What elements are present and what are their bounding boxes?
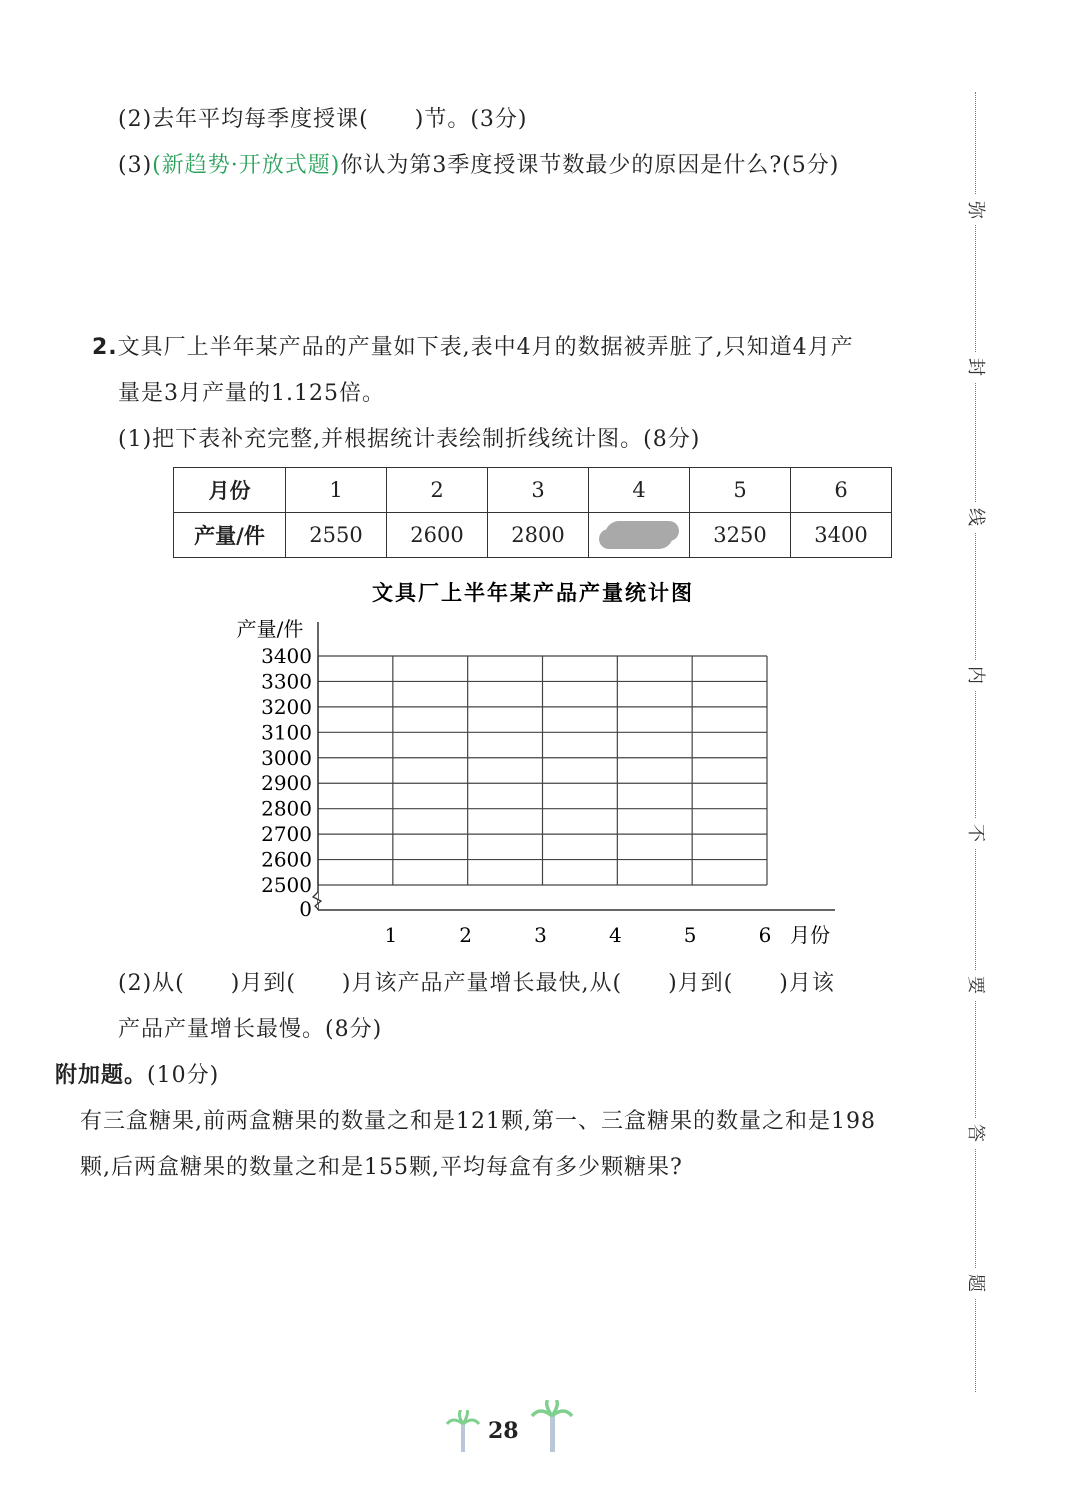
- row-label-month: 月份: [174, 468, 286, 513]
- month-cell: 6: [791, 468, 892, 513]
- margin-char: 线: [960, 502, 990, 532]
- q1-part2: (2)去年平均每季度授课( )节。(3分): [118, 107, 528, 132]
- x-tick-label: 5: [683, 923, 697, 947]
- margin-char: 答: [960, 1118, 990, 1148]
- q1-part3: [118, 148, 839, 179]
- axis-break-mark: [313, 892, 321, 909]
- binding-line: [975, 92, 976, 1392]
- q1-part3-tag: (新趋势·开放式题): [152, 153, 341, 178]
- x-tick-label: 4: [608, 923, 622, 947]
- margin-char: 内: [960, 660, 990, 690]
- y-tick-label: 3400: [261, 644, 312, 668]
- y-tick-label: 3300: [261, 669, 312, 694]
- month-cell: 4: [589, 468, 690, 513]
- x-tick-label: 6: [758, 923, 772, 947]
- margin-char: 封: [960, 352, 990, 382]
- margin-char: 弥: [960, 195, 990, 225]
- month-cell: 2: [387, 468, 488, 513]
- q2-number: 2.: [92, 335, 118, 360]
- q1-part3-prefix: (3): [118, 153, 153, 178]
- y-axis-label: 产量/件: [236, 617, 304, 641]
- y-tick-label: 2900: [261, 771, 312, 796]
- q2-line1-text: 文具厂上半年某产品的产量如下表,表中4月的数据被弄脏了,只知道4月产: [117, 335, 854, 360]
- month-cell: 3: [488, 468, 589, 513]
- smudged-cell[interactable]: [589, 513, 690, 558]
- palm-tree-icon: [530, 1400, 574, 1454]
- table-row-output: [174, 513, 892, 558]
- palm-tree-icon: [445, 1410, 481, 1454]
- value-cell: 3400: [791, 513, 892, 558]
- smudge-blot: [605, 521, 673, 549]
- chart-title: 文具厂上半年某产品产量统计图: [372, 580, 694, 605]
- page-number: 28: [488, 1418, 519, 1444]
- margin-char: 不: [960, 818, 990, 848]
- q1-part3-text: 你认为第3季度授课节数最少的原因是什么?(5分): [340, 153, 840, 178]
- x-tick-label: 2: [459, 923, 473, 947]
- month-cell: 1: [286, 468, 387, 513]
- q2-stem-line2: 量是3月产量的1.125倍。: [118, 381, 385, 406]
- page-footer: [440, 1400, 590, 1460]
- y-tick-label: 2600: [261, 847, 312, 872]
- bonus-line2: 颗,后两盒糖果的数量之和是155颗,平均每盒有多少颗糖果?: [80, 1155, 683, 1180]
- value-cell: 2550: [286, 513, 387, 558]
- value-cell: 2800: [488, 513, 589, 558]
- y-tick-label: 3100: [261, 720, 312, 745]
- q2-stem-line1: [92, 330, 854, 361]
- y-tick-label: 2700: [261, 822, 312, 847]
- x-tick-label: 3: [534, 923, 547, 947]
- value-cell: 2600: [387, 513, 488, 558]
- margin-char: 要: [960, 970, 990, 1000]
- q2-part2-line1: (2)从( )月到( )月该产品产量增长最快,从( )月到( )月该: [118, 971, 835, 996]
- y-tick-label: 3000: [261, 745, 312, 770]
- line-chart[interactable]: [0, 570, 1080, 970]
- y-tick-label: 0: [299, 897, 312, 921]
- y-tick-label: 3200: [261, 694, 312, 719]
- q2-part1: (1)把下表补充完整,并根据统计表绘制折线统计图。(8分): [118, 427, 701, 452]
- q2-part2-line2: 产品产量增长最慢。(8分): [118, 1017, 383, 1042]
- y-tick-label: 2800: [261, 796, 312, 821]
- row-label-output: 产量/件: [174, 513, 286, 558]
- bonus-title: 附加题。: [55, 1063, 148, 1088]
- margin-char: 题: [960, 1268, 990, 1298]
- x-tick-label: 1: [384, 923, 398, 947]
- production-table: [173, 467, 892, 558]
- bonus-points: (10分): [147, 1063, 220, 1088]
- y-tick-label: 2500: [261, 873, 312, 897]
- value-cell: 3250: [690, 513, 791, 558]
- x-axis-label: 月份: [790, 923, 830, 947]
- month-cell: 5: [690, 468, 791, 513]
- bonus-heading: [55, 1058, 219, 1089]
- bonus-line1: 有三盒糖果,前两盒糖果的数量之和是121颗,第一、三盒糖果的数量之和是198: [80, 1109, 876, 1134]
- table-row-month: [174, 468, 892, 513]
